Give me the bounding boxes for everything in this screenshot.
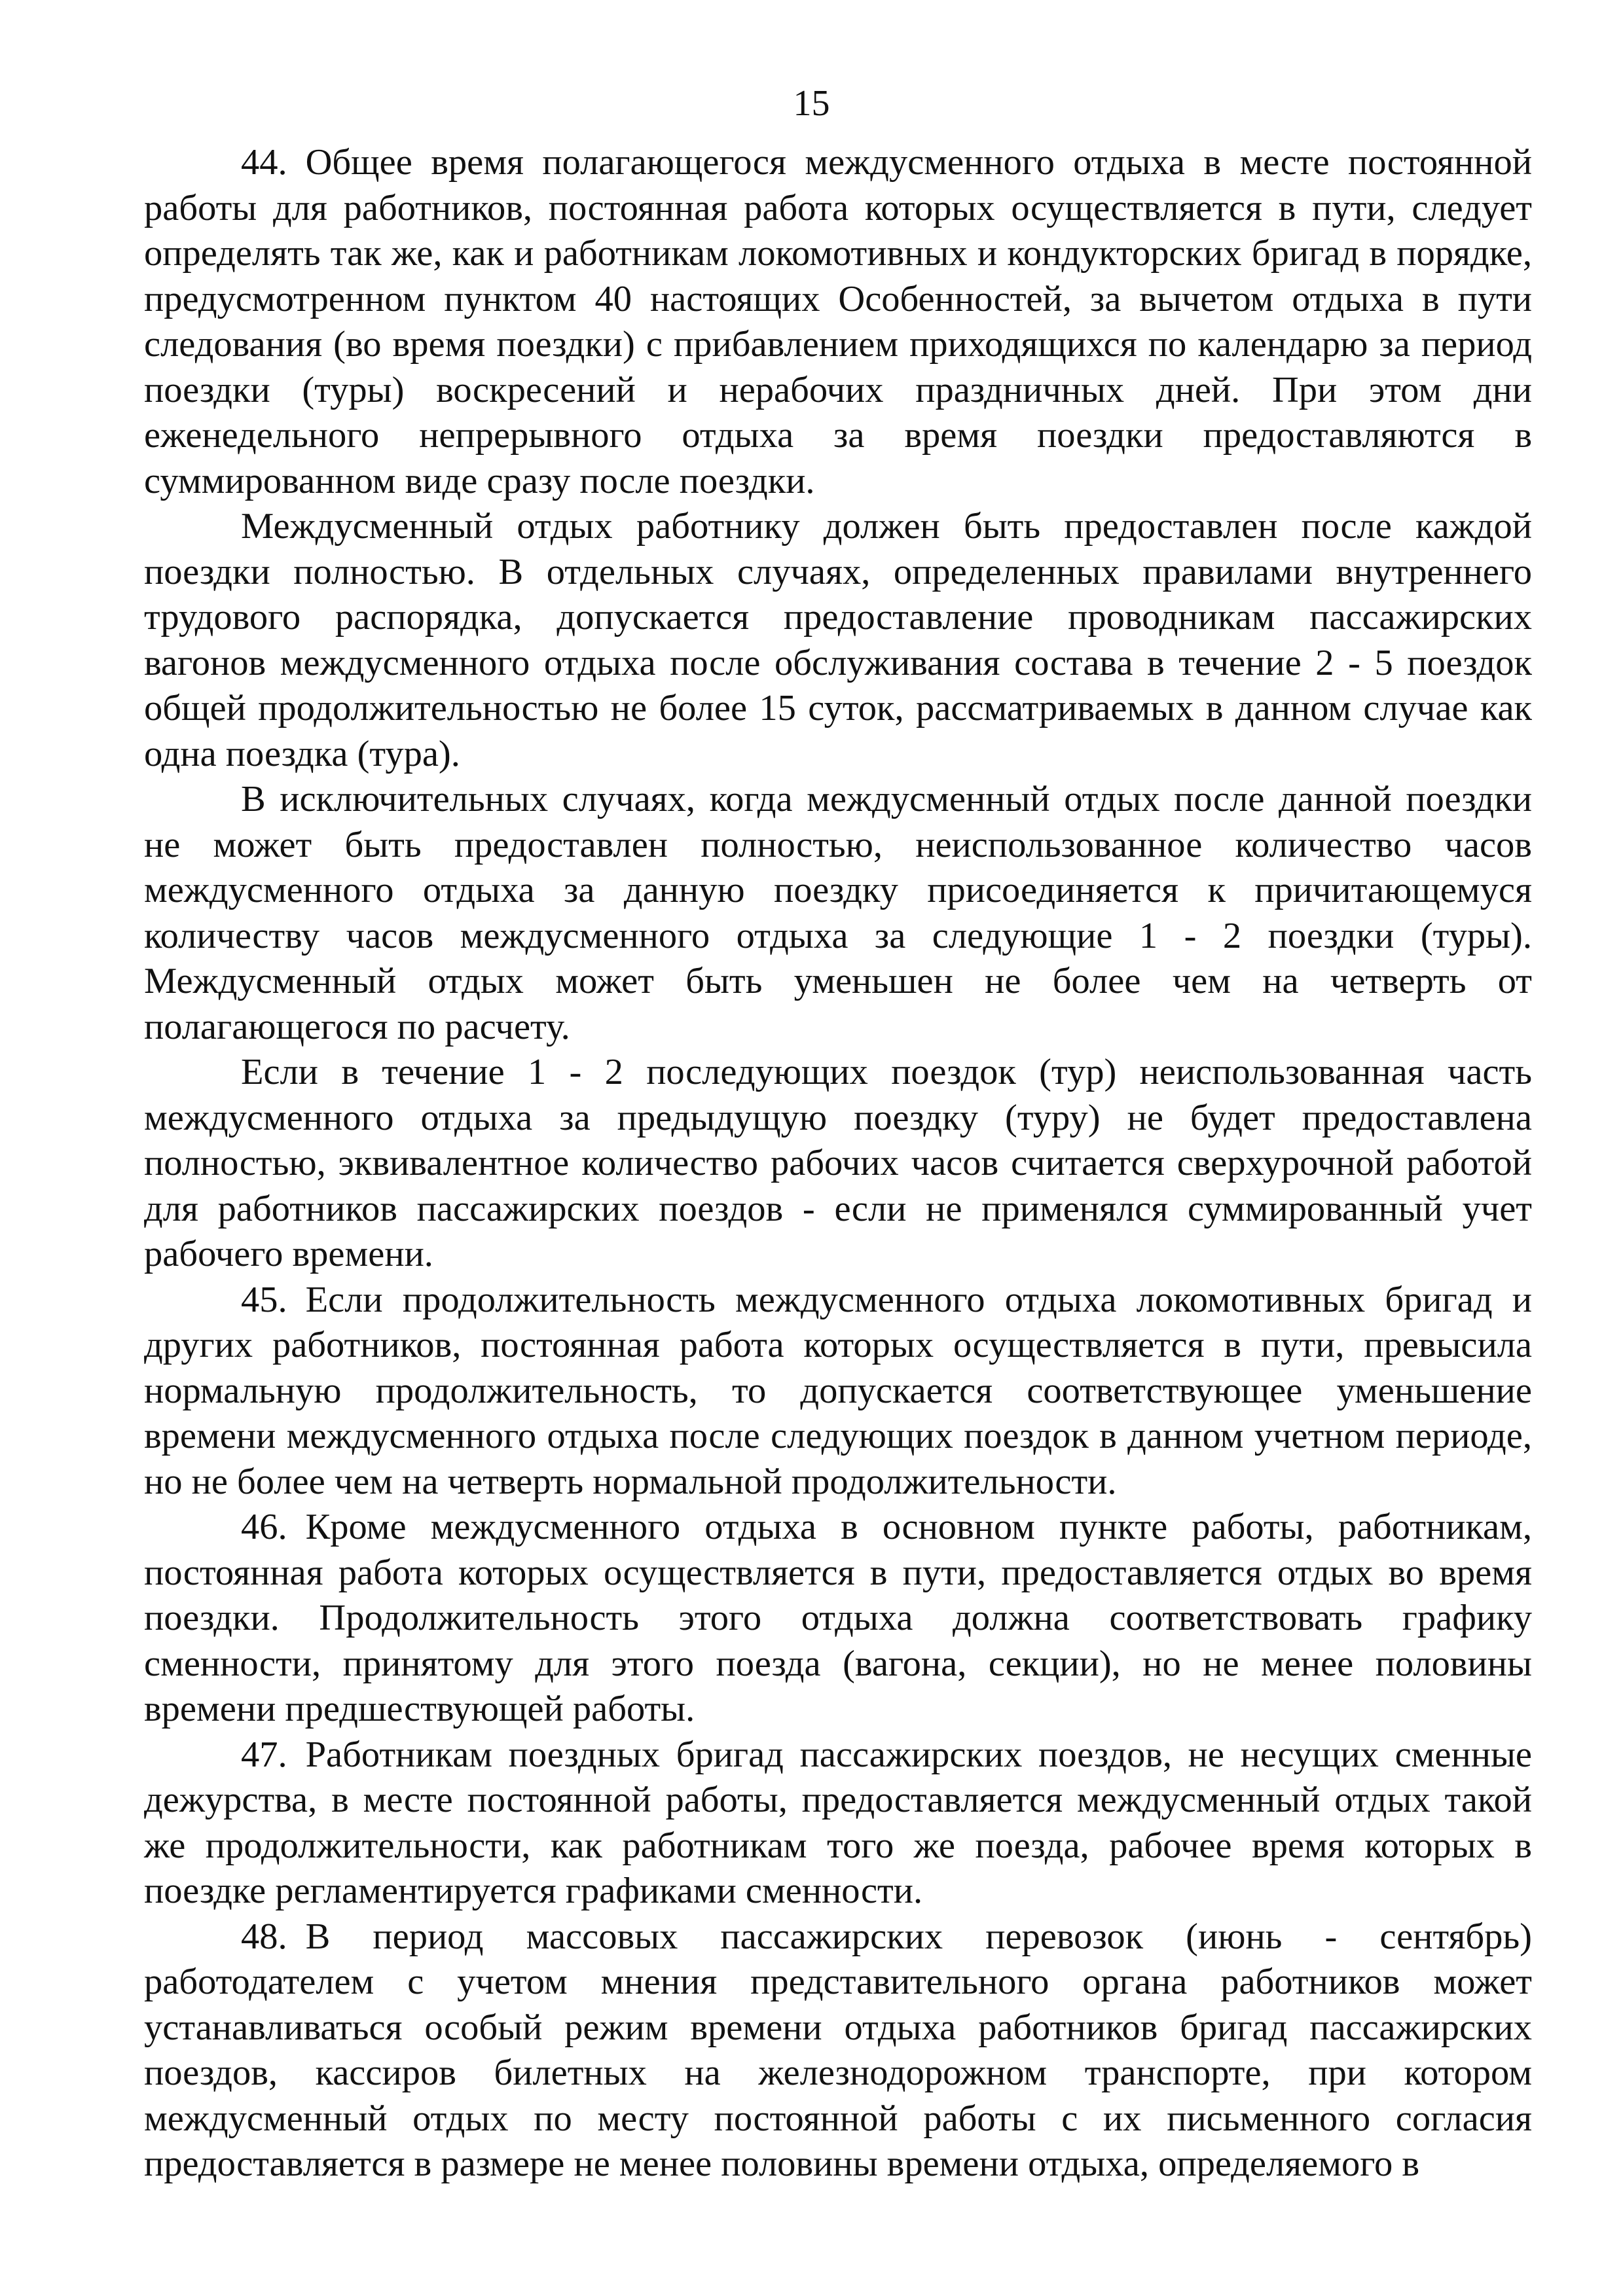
paragraph-number: 47. bbox=[241, 1734, 287, 1775]
paragraph-44-part-2 bbox=[144, 504, 1532, 777]
paragraph-number: 46. bbox=[241, 1507, 287, 1547]
paragraph-text: Если продолжительность междусменного отдыха локомотивных бригад и других работников, постоянная работа которых осуществляется в пути, превысила нормальную продолжительность, то допускается соответствующее уменьшение времени междусменного отдыха после следующих поездок в данном учетном периоде, но не более чем на четверть нормальной продолжительности. bbox=[144, 1279, 1532, 1502]
page-number: 15 bbox=[793, 83, 830, 124]
document-body bbox=[144, 140, 1532, 2187]
paragraph-45 bbox=[144, 1278, 1532, 1505]
paragraph-text: Работникам поездных бригад пассажирских поездов, не несущих сменные дежурства, в месте постоянной работы, предоставляется междусменный отдых такой же продолжительности, как работникам того же поезда, рабочее время которых в поездке регламентируется графиками сменности. bbox=[144, 1734, 1532, 1911]
paragraph-text: Общее время полагающегося междусменного отдыха в месте постоянной работы для работников, постоянная работа которых осуществляется в пути, следует определять так же, как и работникам локомотивных и кондукторских бригад в порядке, предусмотренном пунктом 40 настоящих Особенностей, за вычетом отдыха в пути следования (во время поездки) с прибавлением приходящихся по календарю за период поездки (туры) воскресений и нерабочих праздничных дней. При этом дни еженедельного непрерывного отдыха за время поездки предоставляются в суммированном виде сразу после поездки. bbox=[144, 142, 1532, 501]
paragraph-number: 45. bbox=[241, 1279, 287, 1320]
paragraph-46 bbox=[144, 1505, 1532, 1732]
paragraph-text: Кроме междусменного отдыха в основном пункте работы, работникам, постоянная работа которых осуществляется в пути, предоставляется отдых во время поездки. Продолжительность этого отдыха должна соответствовать графику сменности, принятому для этого поезда (вагона, секции), но не менее половины времени предшествующей работы. bbox=[144, 1507, 1532, 1729]
paragraph-text: В период массовых пассажирских перевозок (июнь - сентябрь) работодателем с учетом мнения представительного органа работников может устанавливаться особый режим времени отдыха работников бригад пассажирских поездов, кассиров билетных на железнодорожном транспорте, при котором междусменный отдых по месту постоянной работы с их письменного согласия предоставляется в размере не менее половины времени отдыха, определяемого в bbox=[144, 1916, 1532, 2184]
paragraph-number: 48. bbox=[241, 1916, 287, 1957]
paragraph-text: В исключительных случаях, когда междусменный отдых после данной поездки не может быть предоставлен полностью, неиспользованное количество часов междусменного отдыха за данную поездку присоединяется к причитающемуся количеству часов междусменного отдыха за следующие 1 - 2 поездки (туры). Междусменный отдых может быть уменьшен не более чем на четверть от полагающегося по расчету. bbox=[144, 779, 1532, 1047]
paragraph-44-part-3 bbox=[144, 777, 1532, 1050]
paragraph-text: Если в течение 1 - 2 последующих поездок (тур) неиспользованная часть междусменного отдыха за предыдущую поездку (туру) не будет предоставлена полностью, эквивалентное количество рабочих часов считается сверхурочной работой для работников пассажирских поездов - если не применялся суммированный учет рабочего времени. bbox=[144, 1052, 1532, 1274]
paragraph-number: 44. bbox=[241, 142, 287, 183]
paragraph-47 bbox=[144, 1732, 1532, 1914]
paragraph-48 bbox=[144, 1914, 1532, 2187]
paragraph-44-part-4 bbox=[144, 1050, 1532, 1278]
paragraph-text: Междусменный отдых работнику должен быть предоставлен после каждой поездки полностью. В отдельных случаях, определенных правилами внутреннего трудового распорядка, допускается предоставление проводникам пассажирских вагонов междусменного отдыха после обслуживания состава в течение 2 - 5 поездок общей продолжительностью не более 15 суток, рассматриваемых в данном случае как одна поездка (тура). bbox=[144, 506, 1532, 774]
paragraph-44 bbox=[144, 140, 1532, 504]
